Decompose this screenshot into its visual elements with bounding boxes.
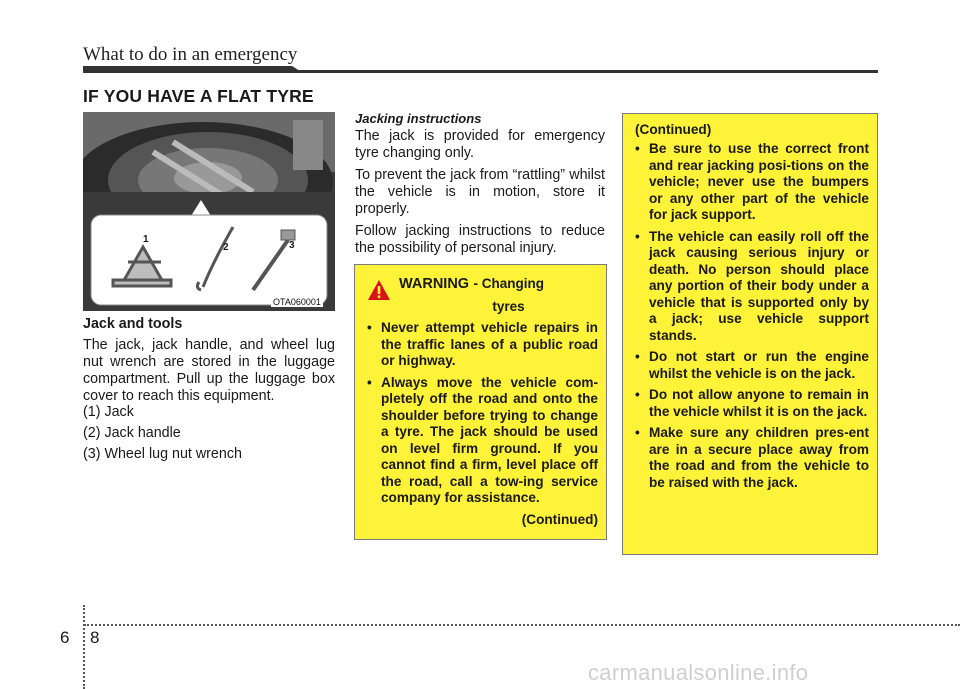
photo-code: OTA060001: [273, 297, 321, 307]
header-tab: [83, 66, 303, 73]
warning-box: [354, 264, 607, 540]
list-item: • Always move the vehicle com-pletely off the road and onto the shoulder before trying to change a tyre. The jack should be used on level firm ground. If you cannot find a firm, level place off the road, call a tow-ing service company for assistance.: [367, 375, 598, 507]
jacking-text: [355, 128, 605, 262]
list-item: (2) Jack handle: [83, 425, 181, 441]
list-item: • Make sure any children pres-ent are in a secure place away from the road and from the vehicle to be raised with the jack.: [635, 425, 869, 491]
section-title: IF YOU HAVE A FLAT TYRE: [83, 86, 314, 106]
list-item: • Do not start or run the engine whilst the vehicle is on the jack.: [635, 349, 869, 382]
warning-continued-box: [622, 113, 878, 555]
jack-tools-subheading: Jack and tools: [83, 316, 183, 332]
list-item: (3) Wheel lug nut wrench: [83, 446, 242, 462]
chapter-number: 6: [60, 628, 70, 647]
list-item: • Be sure to use the correct front and rear jacking posi-tions on the vehicle; never use the bumpers or any other part of the vehicle for jack support.: [635, 141, 869, 224]
jacking-subheading: Jacking instructions: [355, 111, 482, 126]
paragraph: The jack is provided for emergency tyre changing only.: [355, 128, 605, 161]
warning-subtitle-line2: tyres: [492, 299, 525, 314]
warning-bullets: [367, 320, 598, 507]
list-item: • Do not allow anyone to remain in the vehicle whilst it is on the jack.: [635, 387, 869, 420]
warning-word: WARNING: [399, 276, 470, 292]
warning-bullets: [635, 141, 869, 491]
list-item: (1) Jack: [83, 404, 134, 420]
list-item: • Never attempt vehicle repairs in the traffic lanes of a public road or highway.: [367, 320, 598, 370]
list-item: • The vehicle can easily roll off the jack causing serious injury or death. No person should place any portion of their body under a vehicle that is supported only by a jack; use vehicle support stands.: [635, 229, 869, 345]
paragraph: Follow jacking instructions to reduce the possibility of personal injury.: [355, 223, 605, 256]
paragraph: To prevent the jack from “rattling” whilst the vehicle is in motion, store it properly.: [355, 167, 605, 217]
tools-list: [83, 404, 335, 467]
callout-3: 3: [289, 240, 295, 251]
warning-subtitle: - Changing: [473, 276, 545, 291]
continued-label: (Continued): [635, 122, 712, 137]
chapter-header-title: What to do in an emergency: [83, 44, 298, 65]
page-number: 8: [90, 628, 100, 647]
warning-title: [367, 275, 598, 301]
callout-2: 2: [223, 242, 229, 253]
continued-label: (Continued): [521, 511, 598, 527]
warning-triangle-icon: [367, 279, 391, 301]
callout-1: 1: [143, 234, 149, 245]
footer-vertical-rule: [83, 605, 85, 689]
jack-tools-paragraph: The jack, jack handle, and wheel lug nut wrench are stored in the luggage compartment. Pull up the luggage box cover to reach this equipment.: [83, 337, 335, 404]
footer-rule: [84, 624, 960, 626]
watermark: carmanualsonline.info: [588, 660, 809, 685]
tools-photo: [83, 112, 335, 311]
